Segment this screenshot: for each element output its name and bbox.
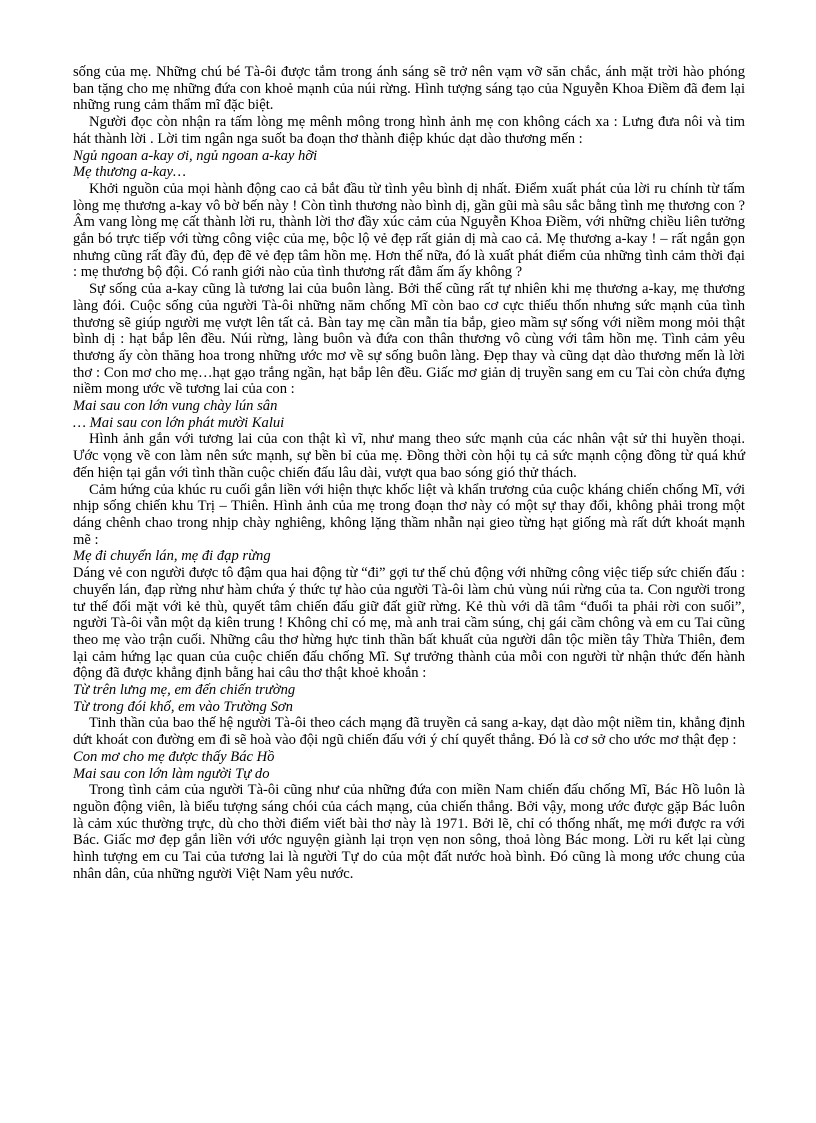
verse-line: Ngủ ngoan a-kay ơi, ngủ ngoan a-kay hỡi (73, 147, 318, 164)
verse-line: Mẹ đi chuyển lán, mẹ đi đạp rừng (73, 548, 271, 565)
paragraph: Sự sống của a-kay cũng là tương lai của buôn làng. Bởi thế cũng rất tự nhiên khi mẹ thương a-kay, mẹ thương làng đói. Cuộc sống của người Tà-ôi những năm chống Mĩ còn bao cơ cực thiếu thốn nhưng sức mạnh của tình thương sẽ giúp người mẹ vượt lên tất cả. Bàn tay mẹ cần mẫn tỉa bắp, gieo mầm sự sống với niềm mong mỏi thật bình dị : hạt bắp lên đều. Núi rừng, làng buôn và đứa con thân thương vô cùng với tâm hồn mẹ. Tình cảm yêu thương ấy còn thăng hoa trong những ước mơ về sự sống buôn làng. Đẹp thay và cũng dạt dào thương mến là lời thơ : Con mơ cho mẹ…hạt gạo trắng ngần, hạt bắp lên đều. Giấc mơ giản dị truyền sang em cu Tai còn chứa đựng niềm mong ước về tương lai của con : (73, 281, 745, 398)
verse-line: Con mơ cho mẹ được thấy Bác Hồ (73, 748, 275, 765)
verse-line: Từ trên lưng mẹ, em đến chiến trường (73, 682, 296, 699)
paragraph: Hình ảnh gắn với tương lai của con thật kì vĩ, như mang theo sức mạnh của các nhân vật sử thi huyền thoại. Ước vọng về con làm nên sức mạnh, sự bền bỉ của mẹ. Đồng thời còn hội tụ cả sức mạnh cộng đồng từ quá khứ đến hiện tại gắn với tình thần cuộc chiến đấu lâu dài, vượt qua bao sóng gió thử thách. (73, 431, 745, 481)
verse-line: Mai sau con lớn vung chày lún sân (73, 398, 278, 415)
paragraph: Cảm hứng của khúc ru cuối gắn liền với hiện thực khốc liệt và khẩn trương của cuộc kháng chiến chống Mĩ, với nhịp sống chiến khu Trị – Thiên. Hình ảnh của mẹ trong đoạn thơ này có một sự thay đổi, không phải trong một dáng chênh chao trong nhịp chày nghiêng, không lặng thầm nhẫn nại gieo từng hạt giống mà rất dứt khoát mạnh mẽ : (73, 481, 745, 548)
paragraph: Tinh thần của bao thế hệ người Tà-ôi theo cách mạng đã truyền cả sang a-kay, dạt dào một niềm tin, khẳng định dứt khoát con đường em đi sẽ hoà vào đội ngũ chiến đấu với ý chí quyết thắng. Đó là cơ sở cho ước mơ thật đẹp : (73, 715, 745, 749)
verse-line: Mai sau con lớn làm người Tự do (73, 765, 270, 782)
verse-line: Từ trong đói khổ, em vào Trường Sơn (73, 698, 293, 715)
document-page (73, 64, 745, 882)
paragraph: Khởi nguồn của mọi hành động cao cả bắt đầu từ tình yêu bình dị nhất. Điểm xuất phát của lời ru chính từ tấm lòng mẹ thương a-kay vô bờ bến này ! Còn tình thương nào bình dị, gần gũi mà sâu sắc bằng tình mẹ thương con ? Âm vang lòng mẹ cất thành lời ru, thành lời thơ đầy xúc cảm của Nguyễn Khoa Điềm, với những chiều liên tưởng gắn bó trực tiếp với từng công việc của mẹ, bộc lộ vẻ đẹp rất giản dị mà cao cả. Mẹ thương a-kay ! – rất ngắn gọn nhưng cũng rất đầy đủ, đẹp đẽ vẻ đẹp tâm hồn mẹ. Hơn thế nữa, đó là xuất phát điểm của những tình cảm thời đại : mẹ thương bộ đội. Có ranh giới nào của tình thương rất đằm ấm ấy không ? (73, 180, 745, 281)
paragraph: Trong tình cảm của người Tà-ôi cũng như của những đứa con miền Nam chiến đấu chống Mĩ, Bác Hồ luôn là nguồn động viên, là biểu tượng sáng chói của cách mạng, của chiến thắng. Bởi vậy, mong ước được gặp Bác luôn là cảm xúc thường trực, dù cho thời điểm viết bài thơ này là 1971. Bởi lẽ, chỉ có thống nhất, mẹ mới được ra với Bác. Giấc mơ đẹp gắn liền với ước nguyện giành lại trọn vẹn non sông, thoả lòng Bác mong. Lời ru kết lại cùng hình tượng em cu Tai của tương lai là người Tự do của một đất nước hoà bình. Đó cũng là mong ước chung của nhân dân, của những người Việt Nam yêu nước. (73, 782, 745, 882)
verse-line: Mẹ thương a-kay… (73, 164, 187, 181)
paragraph: Dáng vẻ con người được tô đậm qua hai động từ “đi” gợi tư thế chủ động với những công việc tiếp sức chiến đấu : chuyển lán, đạp rừng như hàm chứa ý thức tự hào của người Tà-ôi làm chủ vùng núi rừng của ta. Con người trong tư thế đối mặt với kẻ thù, quyết tâm chiến đấu giữ đất giữ rừng. Kẻ thù với dã tâm “đuổi ta phải rời con suối”, người Tà-ôi vẫn một dạ kiên trung ! Không chỉ có mẹ, mà anh trai cầm súng, chị gái cầm chông và em cu Tai cũng theo mẹ vào trận cuối. Những câu thơ hừng hực tinh thần bất khuất của người dân tộc miền tây Thừa Thiên, đem lại cảm hứng lạc quan của cuộc chiến đấu chống Mĩ. Sự trưởng thành của mỗi con người từ nhận thức đến hành động đã được khẳng định bằng hai câu thơ thật khoẻ khoắn : (73, 565, 745, 682)
paragraph: Người đọc còn nhận ra tấm lòng mẹ mênh mông trong hình ảnh mẹ con không cách xa : Lưng đưa nôi và tim hát thành lời . Lời tim ngân nga suốt ba đoạn thơ thành điệp khúc dạt dào thương mến : (73, 114, 745, 147)
paragraph: sống của mẹ. Những chú bé Tà-ôi được tắm trong ánh sáng sẽ trở nên vạm vỡ săn chắc, ánh mặt trời hào phóng ban tặng cho mẹ những đứa con khoẻ mạnh của núi rừng. Hình tượng sáng tạo của Nguyễn Khoa Điềm đã đem lại những rung cảm thẩm mĩ đặc biệt. (73, 64, 745, 114)
verse-line: … Mai sau con lớn phát mười Kalui (73, 414, 285, 431)
